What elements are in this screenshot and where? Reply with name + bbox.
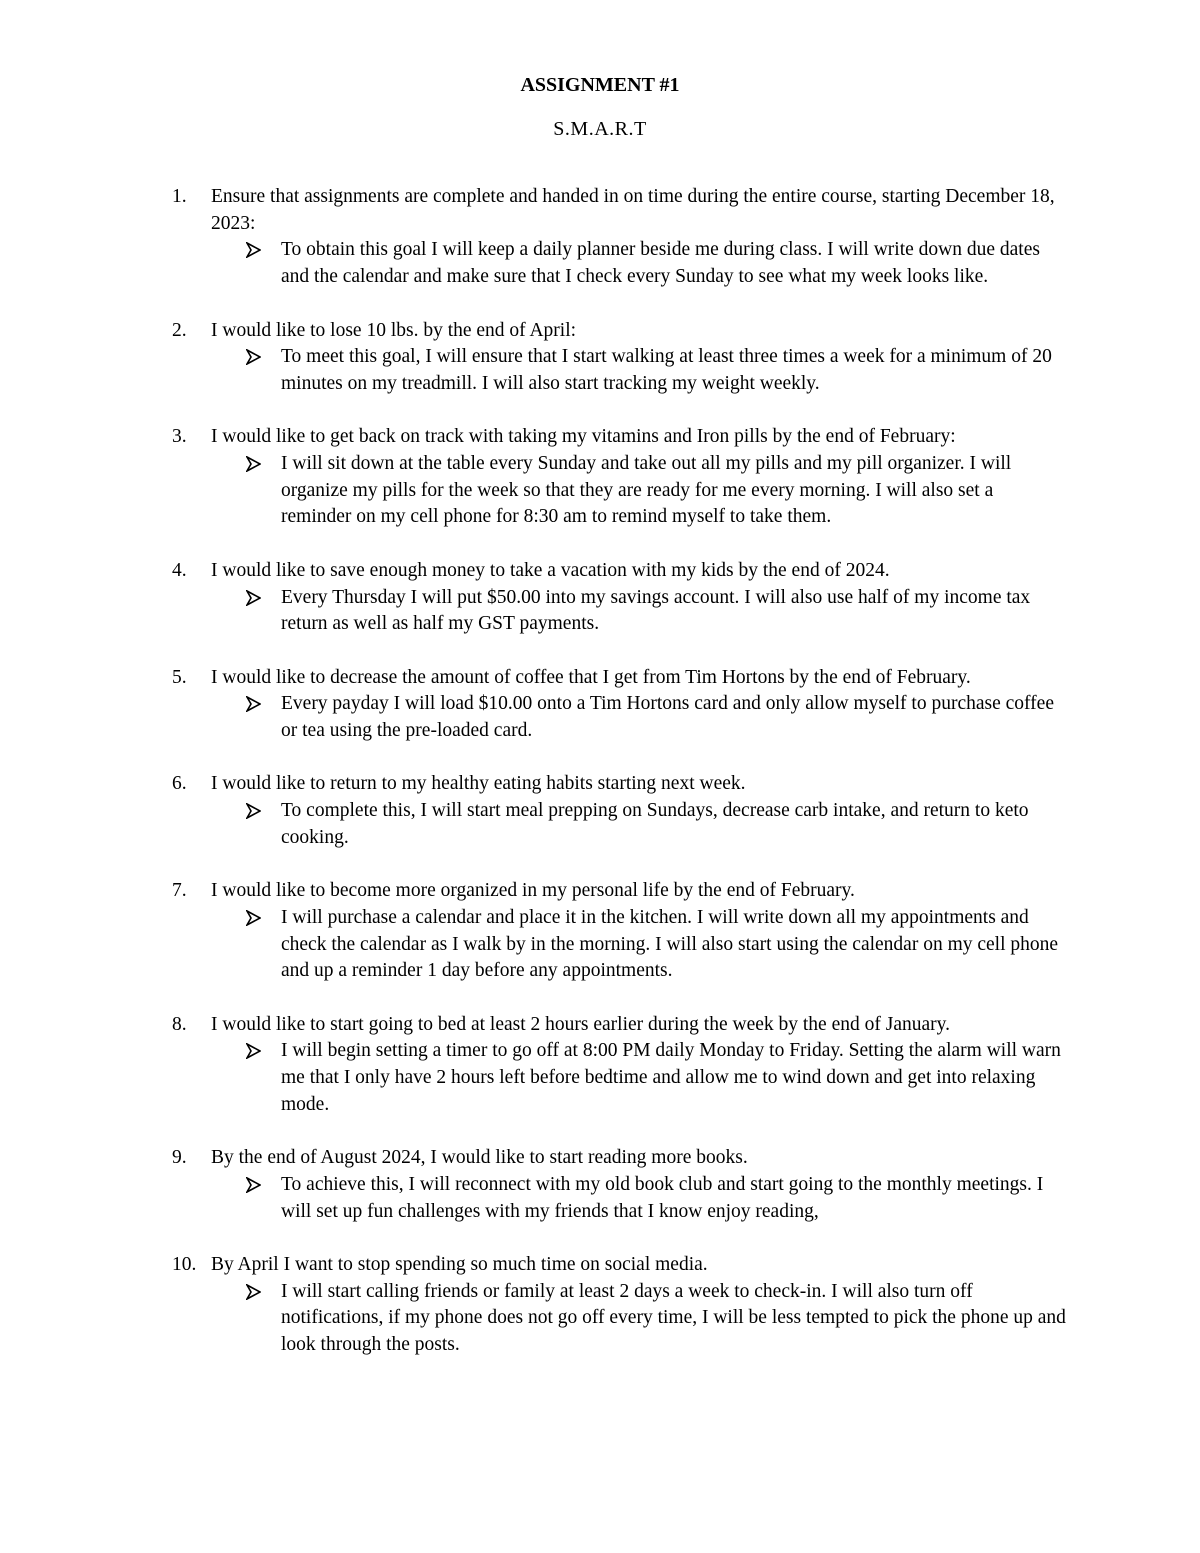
goal-text: I would like to save enough money to take a vacation with my kids by the end of 2024. — [211, 559, 890, 581]
goal-action-text: I will purchase a calendar and place it in the kitchen. I will write down all my appointments and check the calendar as I walk by in the morning. I will also start using the calendar on my cell phone and up a reminder 1 day before any appointments. — [281, 906, 1059, 982]
arrowhead-bullet-icon — [246, 242, 261, 258]
goal-number: 10. — [172, 1253, 197, 1275]
goal-text: I would like to become more organized in my personal life by the end of February. — [211, 880, 855, 902]
goal-item — [0, 184, 1200, 291]
goal-number: 2. — [172, 319, 187, 341]
goal-text: Ensure that assignments are complete and handed in on time during the entire course, starting December 18, 2023: — [211, 186, 1055, 234]
goal-item — [0, 318, 1200, 398]
goal-action-text: To achieve this, I will reconnect with my old book club and start going to the monthly meetings. I will set up fun challenges with my friends that I know enjoy reading, — [281, 1173, 1044, 1222]
arrowhead-bullet-icon — [246, 349, 261, 365]
goal-item — [0, 1252, 1200, 1359]
goal-action-text: Every Thursday I will put $50.00 into my savings account. I will also use half of my income tax return as well as half my GST payments. — [281, 586, 1031, 635]
goal-text: By April I want to stop spending so much time on social media. — [211, 1253, 708, 1275]
goal-action — [0, 1172, 1200, 1225]
goal-number: 6. — [172, 773, 187, 795]
goal-text: I would like to return to my healthy eating habits starting next week. — [211, 773, 746, 795]
goal-number: 7. — [172, 880, 187, 902]
goal-action-text: I will sit down at the table every Sunday and take out all my pills and my pill organizer. I will organize my pills for the week so that they are ready for me every morning. I will also set a reminder on my cell phone for 8:30 am to remind myself to take them. — [281, 453, 1012, 528]
document-title: ASSIGNMENT #1 — [520, 74, 680, 96]
goal-item — [0, 878, 1200, 985]
goal-list — [0, 184, 1200, 1385]
arrowhead-bullet-icon — [246, 696, 261, 712]
goal-number: 5. — [172, 666, 187, 688]
goal-action — [0, 585, 1200, 638]
arrowhead-bullet-icon — [246, 1177, 261, 1193]
goal-item — [0, 665, 1200, 745]
goal-item — [0, 1145, 1200, 1225]
goal-action — [0, 344, 1200, 397]
goal-action — [0, 1279, 1200, 1359]
goal-item — [0, 771, 1200, 851]
goal-text: I would like to start going to bed at least 2 hours earlier during the week by the end of January. — [211, 1013, 950, 1035]
goal-action — [0, 691, 1200, 744]
goal-item — [0, 1012, 1200, 1119]
goal-number: 4. — [172, 559, 187, 581]
goal-action-text: Every payday I will load $10.00 onto a Tim Hortons card and only allow myself to purchase coffee or tea using the pre-loaded card. — [281, 693, 1054, 741]
goal-action — [0, 1038, 1200, 1118]
arrowhead-bullet-icon — [246, 456, 261, 472]
goal-action-text: To obtain this goal I will keep a daily planner beside me during class. I will write down due dates and the calendar and make sure that I check every Sunday to see what my week looks like. — [281, 239, 1040, 288]
goal-text: I would like to lose 10 lbs. by the end of April: — [211, 319, 577, 341]
arrowhead-bullet-icon — [246, 1043, 261, 1059]
goal-action — [0, 451, 1200, 531]
goal-item — [0, 424, 1200, 531]
arrowhead-bullet-icon — [246, 1284, 261, 1300]
goal-text: I would like to decrease the amount of coffee that I get from Tim Hortons by the end of February. — [211, 666, 971, 688]
goal-number: 8. — [172, 1013, 187, 1035]
goal-item — [0, 558, 1200, 638]
goal-text: I would like to get back on track with taking my vitamins and Iron pills by the end of February: — [211, 426, 956, 448]
goal-action-text: To complete this, I will start meal prepping on Sundays, decrease carb intake, and return to keto cooking. — [281, 800, 1029, 848]
arrowhead-bullet-icon — [246, 590, 261, 606]
goal-number: 9. — [172, 1147, 187, 1169]
goal-action-text: To meet this goal, I will ensure that I start walking at least three times a week for a minimum of 20 minutes on my treadmill. I will also start tracking my weight weekly. — [281, 346, 1052, 394]
goal-action-text: I will begin setting a timer to go off at 8:00 PM daily Monday to Friday. Setting the alarm will warn me that I only have 2 hours left before bedtime and allow me to wind down and get into relaxing mode. — [281, 1040, 1061, 1115]
arrowhead-bullet-icon — [246, 803, 261, 819]
goal-number: 1. — [172, 186, 187, 207]
goal-action — [0, 905, 1200, 985]
goal-text: By the end of August 2024, I would like to start reading more books. — [211, 1147, 748, 1169]
goal-action — [0, 237, 1200, 290]
arrowhead-bullet-icon — [246, 910, 261, 926]
goal-number: 3. — [172, 426, 187, 448]
document-subtitle: S.M.A.R.T — [553, 118, 647, 140]
goal-action — [0, 798, 1200, 851]
goal-action-text: I will start calling friends or family at least 2 days a week to check-in. I will also turn off notifications, if my phone does not go off every time, I will be less tempted to pick the phone up and look through the posts. — [281, 1280, 1066, 1356]
